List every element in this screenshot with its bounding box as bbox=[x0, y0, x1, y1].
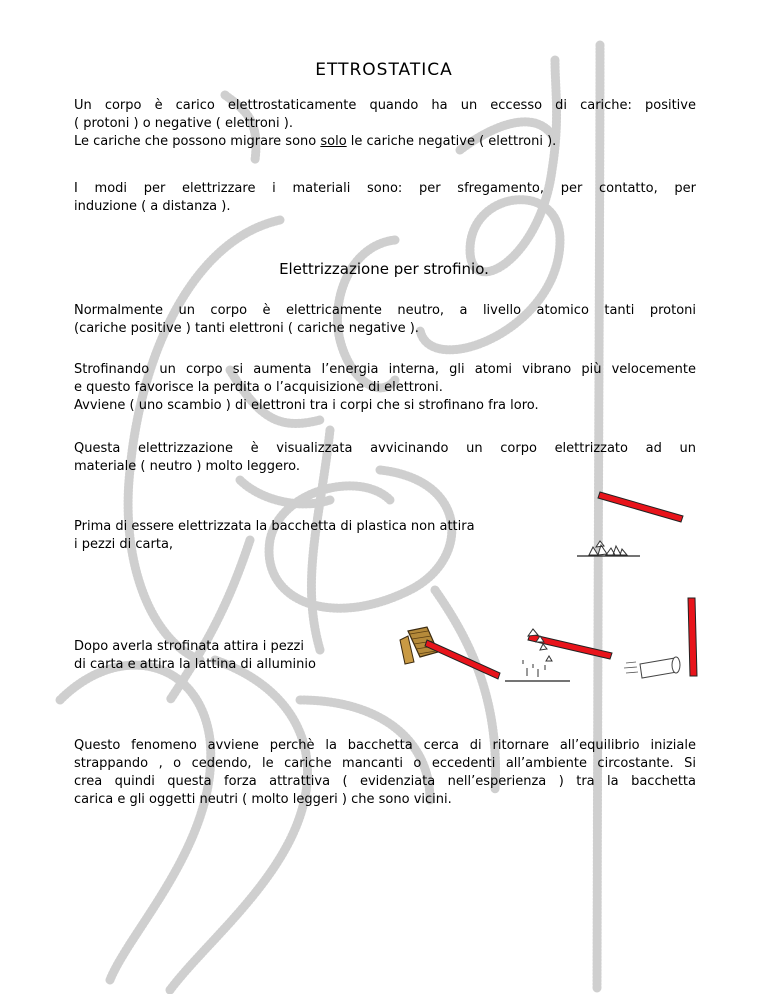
conclusion-line-2: strappando , o cedendo, le cariche mancanti o eccedenti all’ambiente circostante. Si bbox=[74, 756, 696, 771]
intro-line-3-before: Le cariche che possono migrare sono bbox=[74, 134, 321, 149]
rubbing-line-1: Strofinando un corpo si aumenta l’energia interna, gli atomi vibrano più velocemente bbox=[74, 362, 696, 377]
neutral-line-1: Normalmente un corpo è elettricamente neutro, a livello atomico tanti protoni bbox=[74, 303, 696, 318]
conclusion-line-1: Questo fenomeno avviene perchè la bacchetta cerca di ritornare all’equilibrio iniziale bbox=[74, 738, 696, 753]
before-line-2: i pezzi di carta, bbox=[74, 537, 174, 552]
intro-line-1: Un corpo è carico elettrostaticamente quando ha un eccesso di cariche: positive bbox=[74, 98, 696, 113]
before-line-1: Prima di essere elettrizzata la bacchetta di plastica non attira bbox=[74, 519, 475, 534]
rubbing-line-3: Avviene ( uno scambio ) di elettroni tra i corpi che si strofinano fra loro. bbox=[74, 398, 539, 413]
after-line-1: Dopo averla strofinata attira i pezzi bbox=[74, 639, 304, 654]
rubbing-line-2: e questo favorisce la perdita o l’acquisizione di elettroni. bbox=[74, 380, 443, 395]
modes-line-2: induzione ( a distanza ). bbox=[74, 199, 231, 214]
rod-before-illustration bbox=[598, 492, 683, 522]
conclusion-line-4: carica e gli oggetti neutri ( molto leggeri ) che sono vicini. bbox=[74, 792, 452, 807]
intro-underlined-word: solo bbox=[320, 134, 347, 149]
neutral-line-2: (cariche positive ) tanti elettroni ( cariche negative ). bbox=[74, 321, 419, 336]
cloth-rubbing-illustration bbox=[400, 627, 500, 679]
rod-attracting-can-illustration bbox=[624, 598, 697, 678]
intro-line-3-after: le cariche negative ( elettroni ). bbox=[346, 134, 557, 149]
visualization-line-1: Questa elettrizzazione è visualizzata avvicinando un corpo elettrizzato ad un bbox=[74, 441, 696, 456]
rod-attracting-paper-illustration bbox=[505, 629, 612, 681]
section-title: Elettrizzazione per strofinio. bbox=[279, 260, 489, 278]
paper-pieces-resting bbox=[577, 541, 640, 556]
page-title: ETTROSTATICA bbox=[315, 60, 453, 80]
conclusion-line-3: crea quindi questa forza attrattiva ( evidenziata nell’esperienza ) tra la bacchetta bbox=[74, 774, 696, 789]
visualization-line-2: materiale ( neutro ) molto leggero. bbox=[74, 459, 300, 474]
after-line-2: di carta e attira la lattina di alluminio bbox=[74, 657, 316, 672]
intro-line-2: ( protoni ) o negative ( elettroni ). bbox=[74, 116, 293, 131]
modes-line-1: I modi per elettrizzare i materiali sono: per sfregamento, per contatto, per bbox=[74, 181, 696, 196]
